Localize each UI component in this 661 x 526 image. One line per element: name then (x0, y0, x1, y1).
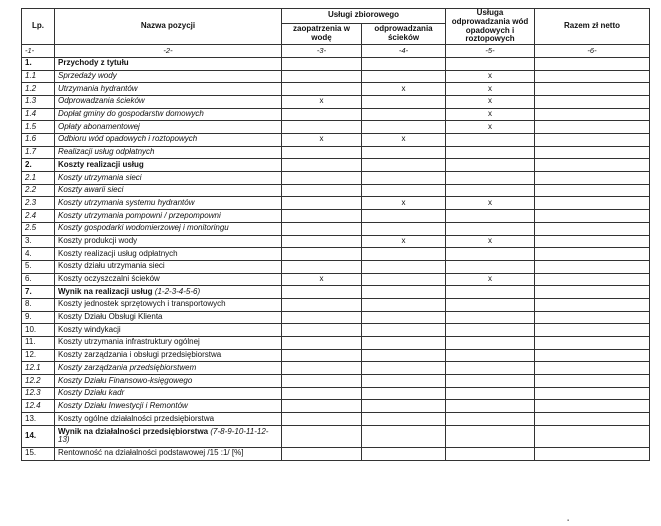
cell-total (535, 184, 650, 197)
cell-sewage (362, 146, 446, 159)
row-number: 1.4 (22, 108, 55, 121)
cell-sewage (362, 387, 446, 400)
cell-water (282, 400, 362, 413)
row-name-text: Wynik na działalności przedsiębiorstwa (58, 426, 209, 436)
row-name-text: Koszty utrzymania sieci (58, 172, 142, 182)
table-row (22, 337, 650, 350)
row-name-text: Koszty Działu Obsługi Klienta (58, 312, 163, 322)
table-row (22, 298, 650, 311)
row-name (55, 210, 282, 223)
table-row (22, 57, 650, 70)
table-row (22, 447, 650, 460)
cell-water (282, 260, 362, 273)
cell-total (535, 248, 650, 261)
column-index: -2- (55, 45, 282, 58)
cell-sewage (362, 222, 446, 235)
corner-mark: ▪ (567, 518, 570, 524)
row-number: 12.2 (22, 375, 55, 388)
cell-rain (446, 57, 535, 70)
row-name-text: Dopłat gminy do gospodarstw domowych (58, 109, 204, 119)
cell-sewage (362, 375, 446, 388)
header-sewage: odprowadzania ścieków (362, 23, 446, 45)
table-row (22, 413, 650, 426)
column-index: -5- (446, 45, 535, 58)
cell-rain (446, 172, 535, 185)
row-number: 8. (22, 298, 55, 311)
cell-water (282, 235, 362, 248)
cell-rain (446, 375, 535, 388)
row-number: 12.3 (22, 387, 55, 400)
cell-water (282, 222, 362, 235)
cell-total (535, 222, 650, 235)
cell-sewage (362, 349, 446, 362)
cell-sewage (362, 337, 446, 350)
cell-rain (446, 222, 535, 235)
row-number: 4. (22, 248, 55, 261)
row-name-text: Koszty awarii sieci (58, 185, 124, 195)
cell-rain: x (446, 83, 535, 96)
column-index: -3- (282, 45, 362, 58)
row-number: 2.1 (22, 172, 55, 185)
table-row (22, 311, 650, 324)
table-row (22, 70, 650, 83)
header-rain: Usługa odprowadzania wód opadowych i roztopowych (446, 9, 535, 45)
cell-total (535, 95, 650, 108)
cell-rain: x (446, 235, 535, 248)
row-number: 12. (22, 349, 55, 362)
cell-sewage (362, 298, 446, 311)
cell-water: x (282, 95, 362, 108)
cell-rain: x (446, 70, 535, 83)
row-name (55, 83, 282, 96)
row-name (55, 184, 282, 197)
row-name-text: Wynik na realizacji usług (58, 286, 153, 296)
row-name-text: Koszty produkcji wody (58, 235, 138, 245)
row-name (55, 425, 282, 447)
cell-sewage (362, 108, 446, 121)
row-name (55, 95, 282, 108)
cell-total (535, 324, 650, 337)
row-formula: (1-2-3-4-5-6) (154, 286, 201, 296)
row-number: 1.7 (22, 146, 55, 159)
row-name-text: Koszty Działu Inwestycji i Remontów (58, 400, 188, 410)
row-name-text: Koszty jednostek sprzętowych i transportowych (58, 299, 226, 309)
row-name (55, 172, 282, 185)
table-row (22, 286, 650, 299)
header-group: Usługi zbiorowego (282, 9, 446, 24)
cell-total (535, 210, 650, 223)
table-row (22, 362, 650, 375)
cell-water (282, 286, 362, 299)
row-name (55, 337, 282, 350)
row-name (55, 121, 282, 134)
row-number: 7. (22, 286, 55, 299)
row-name-text: Opłaty abonamentowej (58, 121, 140, 131)
row-number: 11. (22, 337, 55, 350)
row-name (55, 413, 282, 426)
row-name-text: Koszty gospodarki wodomierzowej i monitoringu (58, 223, 229, 233)
column-index: -4- (362, 45, 446, 58)
row-number: 2.2 (22, 184, 55, 197)
cell-rain (446, 413, 535, 426)
row-number: 2. (22, 159, 55, 172)
table-row (22, 83, 650, 96)
table-row (22, 134, 650, 147)
cell-rain (446, 349, 535, 362)
cell-water (282, 146, 362, 159)
cell-rain: x (446, 197, 535, 210)
row-name (55, 298, 282, 311)
row-name (55, 311, 282, 324)
cell-rain (446, 311, 535, 324)
cell-sewage (362, 286, 446, 299)
row-name (55, 235, 282, 248)
cell-water (282, 121, 362, 134)
row-name-text: Koszty Działu kadr (58, 388, 125, 398)
row-name-text: Realizacji usług odpłatnych (58, 147, 155, 157)
row-name (55, 362, 282, 375)
cell-total (535, 235, 650, 248)
cell-sewage (362, 172, 446, 185)
cell-total (535, 83, 650, 96)
table-row (22, 273, 650, 286)
cell-water (282, 337, 362, 350)
row-number: 10. (22, 324, 55, 337)
row-name (55, 70, 282, 83)
cell-water (282, 362, 362, 375)
row-number: 14. (22, 425, 55, 447)
cell-water (282, 70, 362, 83)
cell-total (535, 134, 650, 147)
row-name (55, 248, 282, 261)
cell-water (282, 108, 362, 121)
cell-total (535, 400, 650, 413)
row-number: 6. (22, 273, 55, 286)
row-name (55, 447, 282, 460)
row-name (55, 222, 282, 235)
cell-water (282, 324, 362, 337)
row-name (55, 134, 282, 147)
cell-sewage (362, 95, 446, 108)
table-row (22, 95, 650, 108)
row-number: 1.2 (22, 83, 55, 96)
cell-sewage: x (362, 235, 446, 248)
cell-water (282, 387, 362, 400)
cell-water (282, 248, 362, 261)
table-row (22, 235, 650, 248)
cell-rain (446, 248, 535, 261)
row-name-text: Koszty realizacji usług odpłatnych (58, 248, 178, 258)
row-name (55, 286, 282, 299)
row-name-text: Koszty utrzymania pompowni / przepompowni (58, 210, 221, 220)
header-water: zaopatrzenia w wodę (282, 23, 362, 45)
row-name-text: Odprowadzania ścieków (58, 96, 145, 106)
row-name-text: Koszty ogólne działalności przedsiębiorstwa (58, 413, 215, 423)
row-number: 12.4 (22, 400, 55, 413)
cell-water (282, 197, 362, 210)
cell-rain: x (446, 273, 535, 286)
table-row (22, 121, 650, 134)
row-number: 15. (22, 447, 55, 460)
cell-total (535, 57, 650, 70)
cost-calculation-table (21, 8, 650, 461)
row-name-text: Przychody z tytułu (58, 58, 129, 68)
cell-total (535, 425, 650, 447)
row-number: 3. (22, 235, 55, 248)
header-total: Razem zł netto (535, 9, 650, 45)
cell-total (535, 159, 650, 172)
row-name-text: Rentowność na działalności podstawowej /15 :1/ [%] (58, 448, 244, 458)
cell-water (282, 172, 362, 185)
row-name-text: Koszty realizacji usług (58, 159, 144, 169)
row-name (55, 159, 282, 172)
table-row (22, 184, 650, 197)
cell-sewage (362, 260, 446, 273)
cell-total (535, 387, 650, 400)
row-name-text: Koszty działu utrzymania sieci (58, 261, 165, 271)
column-index: -6- (535, 45, 650, 58)
table-row (22, 400, 650, 413)
cell-sewage (362, 273, 446, 286)
cell-water (282, 311, 362, 324)
row-number: 13. (22, 413, 55, 426)
row-name (55, 387, 282, 400)
row-name (55, 260, 282, 273)
table-row (22, 222, 650, 235)
header-name: Nazwa pozycji (55, 9, 282, 45)
table-row (22, 324, 650, 337)
row-number: 9. (22, 311, 55, 324)
row-name (55, 273, 282, 286)
cell-sewage: x (362, 83, 446, 96)
row-name-text: Koszty windykacji (58, 324, 121, 334)
row-name-text: Koszty oczyszczalni ścieków (58, 274, 160, 283)
cell-water (282, 57, 362, 70)
cell-sewage (362, 210, 446, 223)
cell-water: x (282, 273, 362, 286)
row-name-text: Koszty utrzymania systemu hydrantów (58, 197, 195, 207)
cell-rain (446, 184, 535, 197)
cell-rain: x (446, 95, 535, 108)
cell-rain: x (446, 121, 535, 134)
cell-total (535, 146, 650, 159)
cell-rain (446, 400, 535, 413)
cell-total (535, 70, 650, 83)
cell-water (282, 210, 362, 223)
cell-total (535, 298, 650, 311)
table-row (22, 349, 650, 362)
cell-sewage (362, 184, 446, 197)
cell-total (535, 413, 650, 426)
row-name-text: Koszty zarządzania i obsługi przedsiębiorstwa (58, 350, 222, 360)
cell-water (282, 298, 362, 311)
cell-sewage (362, 400, 446, 413)
table-row (22, 375, 650, 388)
row-name (55, 375, 282, 388)
cell-sewage (362, 425, 446, 447)
cell-rain (446, 159, 535, 172)
cell-water (282, 375, 362, 388)
row-name (55, 400, 282, 413)
cell-sewage (362, 447, 446, 460)
row-number: 2.5 (22, 222, 55, 235)
row-name (55, 57, 282, 70)
table-row (22, 248, 650, 261)
header-lp: Lp. (22, 9, 55, 45)
cell-sewage (362, 121, 446, 134)
cell-rain (446, 447, 535, 460)
row-number: 2.4 (22, 210, 55, 223)
cell-water (282, 349, 362, 362)
cell-rain (446, 134, 535, 147)
cell-sewage (362, 413, 446, 426)
row-formula: (7-8-9-10-11-12-13) (58, 426, 269, 445)
cell-total (535, 375, 650, 388)
cell-sewage (362, 311, 446, 324)
table-row (22, 108, 650, 121)
cell-water (282, 425, 362, 447)
cell-total (535, 273, 650, 286)
cell-total (535, 108, 650, 121)
cell-water (282, 159, 362, 172)
table-row (22, 146, 650, 159)
row-number: 2.3 (22, 197, 55, 210)
cell-sewage: x (362, 134, 446, 147)
cell-sewage (362, 159, 446, 172)
cell-water (282, 413, 362, 426)
cell-rain (446, 425, 535, 447)
row-number: 12.1 (22, 362, 55, 375)
cell-rain (446, 324, 535, 337)
column-index: -1- (22, 45, 55, 58)
row-name (55, 324, 282, 337)
cell-total (535, 447, 650, 460)
cell-total (535, 260, 650, 273)
table-row (22, 159, 650, 172)
row-name-text: Utrzymania hydrantów (58, 83, 138, 93)
cell-rain: x (446, 108, 535, 121)
row-number: 1.3 (22, 95, 55, 108)
cell-sewage (362, 324, 446, 337)
cell-rain (446, 362, 535, 375)
cell-total (535, 197, 650, 210)
cell-water: x (282, 134, 362, 147)
row-name-text: Odbioru wód opadowych i roztopowych (58, 134, 198, 144)
table-row (22, 197, 650, 210)
row-name-text: Koszty utrzymania infrastruktury ogólnej (58, 337, 200, 347)
cell-sewage (362, 362, 446, 375)
cell-total (535, 349, 650, 362)
cell-water (282, 83, 362, 96)
row-name-text: Koszty zarządzania przedsiębiorstwem (58, 362, 197, 372)
cell-sewage (362, 248, 446, 261)
cell-total (535, 172, 650, 185)
cell-rain (446, 260, 535, 273)
row-name (55, 197, 282, 210)
row-number: 1.6 (22, 134, 55, 147)
table-row (22, 425, 650, 447)
cell-total (535, 121, 650, 134)
cell-water (282, 184, 362, 197)
table-row (22, 260, 650, 273)
cell-sewage: x (362, 197, 446, 210)
table-row (22, 172, 650, 185)
row-number: 1.5 (22, 121, 55, 134)
table-row (22, 387, 650, 400)
row-name-text: Koszty Działu Finansowo-księgowego (58, 375, 193, 385)
cell-total (535, 286, 650, 299)
cell-rain (446, 298, 535, 311)
row-name (55, 146, 282, 159)
row-number: 1. (22, 57, 55, 70)
cell-water (282, 447, 362, 460)
cell-total (535, 362, 650, 375)
column-index-row (22, 45, 650, 58)
row-number: 5. (22, 260, 55, 273)
cell-rain (446, 337, 535, 350)
cell-sewage (362, 57, 446, 70)
row-name (55, 108, 282, 121)
cell-total (535, 311, 650, 324)
table-row (22, 210, 650, 223)
cell-sewage (362, 70, 446, 83)
row-name-text: Sprzedaży wody (58, 71, 117, 80)
cell-rain (446, 146, 535, 159)
row-name (55, 349, 282, 362)
row-number: 1.1 (22, 70, 55, 83)
cell-rain (446, 286, 535, 299)
cell-total (535, 337, 650, 350)
cell-rain (446, 387, 535, 400)
cell-rain (446, 210, 535, 223)
